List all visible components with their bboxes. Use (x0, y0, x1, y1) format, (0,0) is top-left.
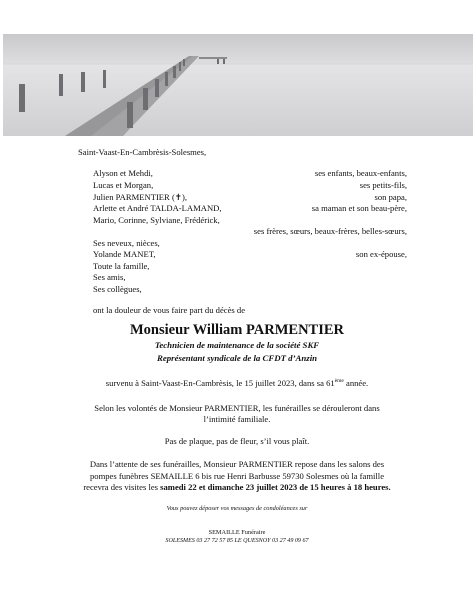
family-left: Ses collègues, (93, 284, 142, 294)
family-left: Mario, Corinne, Sylviane, Frédérick, (93, 215, 220, 225)
family-left: Arlette et André TALDA-LAMAND, (93, 203, 222, 213)
family-right: son papa, (374, 192, 407, 202)
death-line (0, 378, 474, 389)
rest-line-1: Dans l’attente de ses funérailles, Monsieur PARMENTIER repose dans les salons des (89, 459, 385, 469)
place-line: Saint-Vaast-En-Cambrèsis-Solesmes, (78, 147, 207, 157)
family-right: ses petits-fils, (359, 180, 407, 190)
family-left: Toute la famille, (93, 261, 150, 271)
header-photo-pier (3, 34, 473, 136)
wishes-line-2: l’intimité familiale. (203, 414, 271, 424)
announce-line: ont la douleur de vous faire part du décès de (93, 305, 246, 315)
family-right: ses enfants, beaux-enfants, (314, 168, 407, 178)
rest-line-2: pompes funèbres SEMAILLE 6 bis rue Henri Barbusse 59730 Solesmes où la famille (89, 471, 385, 481)
funeral-home-contacts: SOLESMES 03 27 72 57 85 LE QUESNOY 03 27 49 09 67 (165, 538, 309, 544)
role-line-1: Technicien de maintenance de la société SKF (154, 340, 320, 350)
role-line-2: Représentant syndicale de la CFDT d’Anzin (156, 353, 318, 363)
death-text: survenu à Saint-Vaast-En-Cambrèsis, le 15 juillet 2023, dans sa 61 (105, 378, 335, 388)
condolences-line: Vous pouvez déposer vos messages de condoléances sur (166, 505, 308, 512)
family-left: Alyson et Mehdi, (93, 168, 153, 178)
family-left: Ses amis, (93, 272, 126, 282)
family-right: sa maman et son beau-père, (311, 203, 407, 213)
rest-line-3 (0, 482, 474, 493)
no-flowers-line: Pas de plaque, pas de fleur, s’il vous plaît. (164, 436, 310, 446)
family-right: ses frères, sœurs, beaux-frères, belles-sœurs, (253, 226, 407, 236)
family-left: Yolande MANET, (93, 249, 156, 259)
death-text-end: année. (343, 378, 369, 388)
visit-text: recevra des visites les (83, 482, 161, 492)
funeral-home-name: SEMAILLE Funéraire (208, 529, 266, 536)
family-left: Julien PARMENTIER (✝), (93, 192, 188, 202)
deceased-name: Monsieur William PARMENTIER (129, 322, 345, 338)
family-left: Lucas et Morgan, (93, 180, 154, 190)
visit-dates: samedi 22 et dimanche 23 juillet 2023 de 15 heures à 18 heures. (160, 482, 391, 492)
family-left: Ses neveux, nièces, (93, 238, 160, 248)
family-right: son ex-épouse, (355, 249, 407, 259)
wishes-line-1: Selon les volontés de Monsieur PARMENTIER, les funérailles se dérouleront dans (94, 403, 380, 413)
ordinal-suffix: ème (334, 378, 344, 384)
